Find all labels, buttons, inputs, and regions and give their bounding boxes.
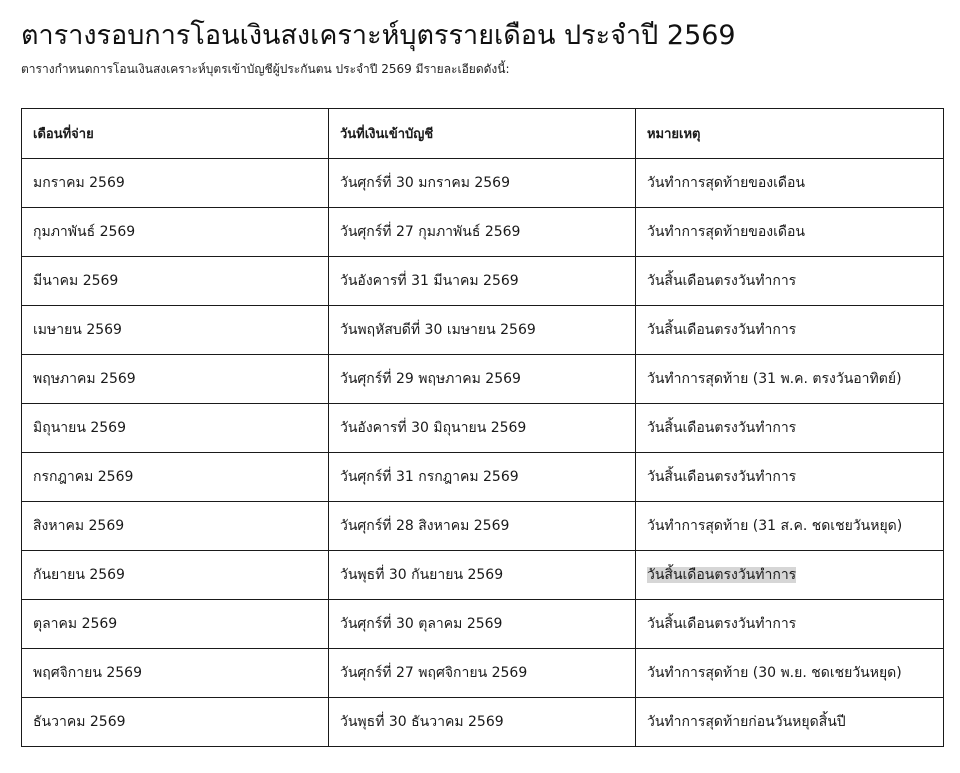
month-cell: ธันวาคม 2569 [22,698,329,747]
month-cell: พฤษภาคม 2569 [22,355,329,404]
table-row [22,551,944,600]
date-cell: วันศุกร์ที่ 29 พฤษภาคม 2569 [328,355,635,404]
note-cell: วันสิ้นเดือนตรงวันทำการ [635,600,943,649]
note-cell: วันสิ้นเดือนตรงวันทำการ [635,404,943,453]
page-title: ตารางรอบการโอนเงินสงเคราะห์บุตรรายเดือน ประจำปี 2569 [21,20,736,51]
column-header-month: เดือนที่จ่าย [22,109,329,159]
table-header-row [22,109,944,159]
date-cell: วันศุกร์ที่ 28 สิงหาคม 2569 [328,502,635,551]
note-cell: วันทำการสุดท้าย (31 ส.ค. ชดเชยวันหยุด) [635,502,943,551]
month-cell: เมษายน 2569 [22,306,329,355]
date-cell: วันอังคารที่ 31 มีนาคม 2569 [328,257,635,306]
month-cell: กันยายน 2569 [22,551,329,600]
page-subtitle: ตารางกำหนดการโอนเงินสงเคราะห์บุตรเข้าบัญชีผู้ประกันตน ประจำปี 2569 มีรายละเอียดดังนี้: [21,62,510,76]
table-row [22,502,944,551]
date-cell: วันศุกร์ที่ 27 กุมภาพันธ์ 2569 [328,208,635,257]
date-cell: วันอังคารที่ 30 มิถุนายน 2569 [328,404,635,453]
table-row [22,453,944,502]
note-cell: วันสิ้นเดือนตรงวันทำการ [635,257,943,306]
table-row [22,257,944,306]
table-row [22,649,944,698]
table-row [22,159,944,208]
note-cell: วันสิ้นเดือนตรงวันทำการ [635,306,943,355]
table-row [22,698,944,747]
month-cell: มิถุนายน 2569 [22,404,329,453]
date-cell: วันพฤหัสบดีที่ 30 เมษายน 2569 [328,306,635,355]
month-cell: สิงหาคม 2569 [22,502,329,551]
note-cell: วันทำการสุดท้ายของเดือน [635,208,943,257]
date-cell: วันพุธที่ 30 กันยายน 2569 [328,551,635,600]
date-cell: วันพุธที่ 30 ธันวาคม 2569 [328,698,635,747]
date-cell: วันศุกร์ที่ 30 มกราคม 2569 [328,159,635,208]
date-cell: วันศุกร์ที่ 30 ตุลาคม 2569 [328,600,635,649]
month-cell: พฤศจิกายน 2569 [22,649,329,698]
column-header-note: หมายเหตุ [635,109,943,159]
note-cell: วันทำการสุดท้ายของเดือน [635,159,943,208]
payment-schedule-table [21,108,944,747]
month-cell: กรกฎาคม 2569 [22,453,329,502]
month-cell: มกราคม 2569 [22,159,329,208]
month-cell: ตุลาคม 2569 [22,600,329,649]
note-cell: วันสิ้นเดือนตรงวันทำการ [635,453,943,502]
table-row [22,306,944,355]
note-cell[interactable] [635,551,943,600]
column-header-date: วันที่เงินเข้าบัญชี [328,109,635,159]
note-cell: วันทำการสุดท้ายก่อนวันหยุดสิ้นปี [635,698,943,747]
table-row [22,208,944,257]
note-cell: วันทำการสุดท้าย (30 พ.ย. ชดเชยวันหยุด) [635,649,943,698]
month-cell: มีนาคม 2569 [22,257,329,306]
table-row [22,404,944,453]
selected-note-text[interactable]: วันสิ้นเดือนตรงวันทำการ [646,567,797,583]
table-row [22,600,944,649]
table-row [22,355,944,404]
month-cell: กุมภาพันธ์ 2569 [22,208,329,257]
date-cell: วันศุกร์ที่ 27 พฤศจิกายน 2569 [328,649,635,698]
date-cell: วันศุกร์ที่ 31 กรกฎาคม 2569 [328,453,635,502]
note-cell: วันทำการสุดท้าย (31 พ.ค. ตรงวันอาทิตย์) [635,355,943,404]
